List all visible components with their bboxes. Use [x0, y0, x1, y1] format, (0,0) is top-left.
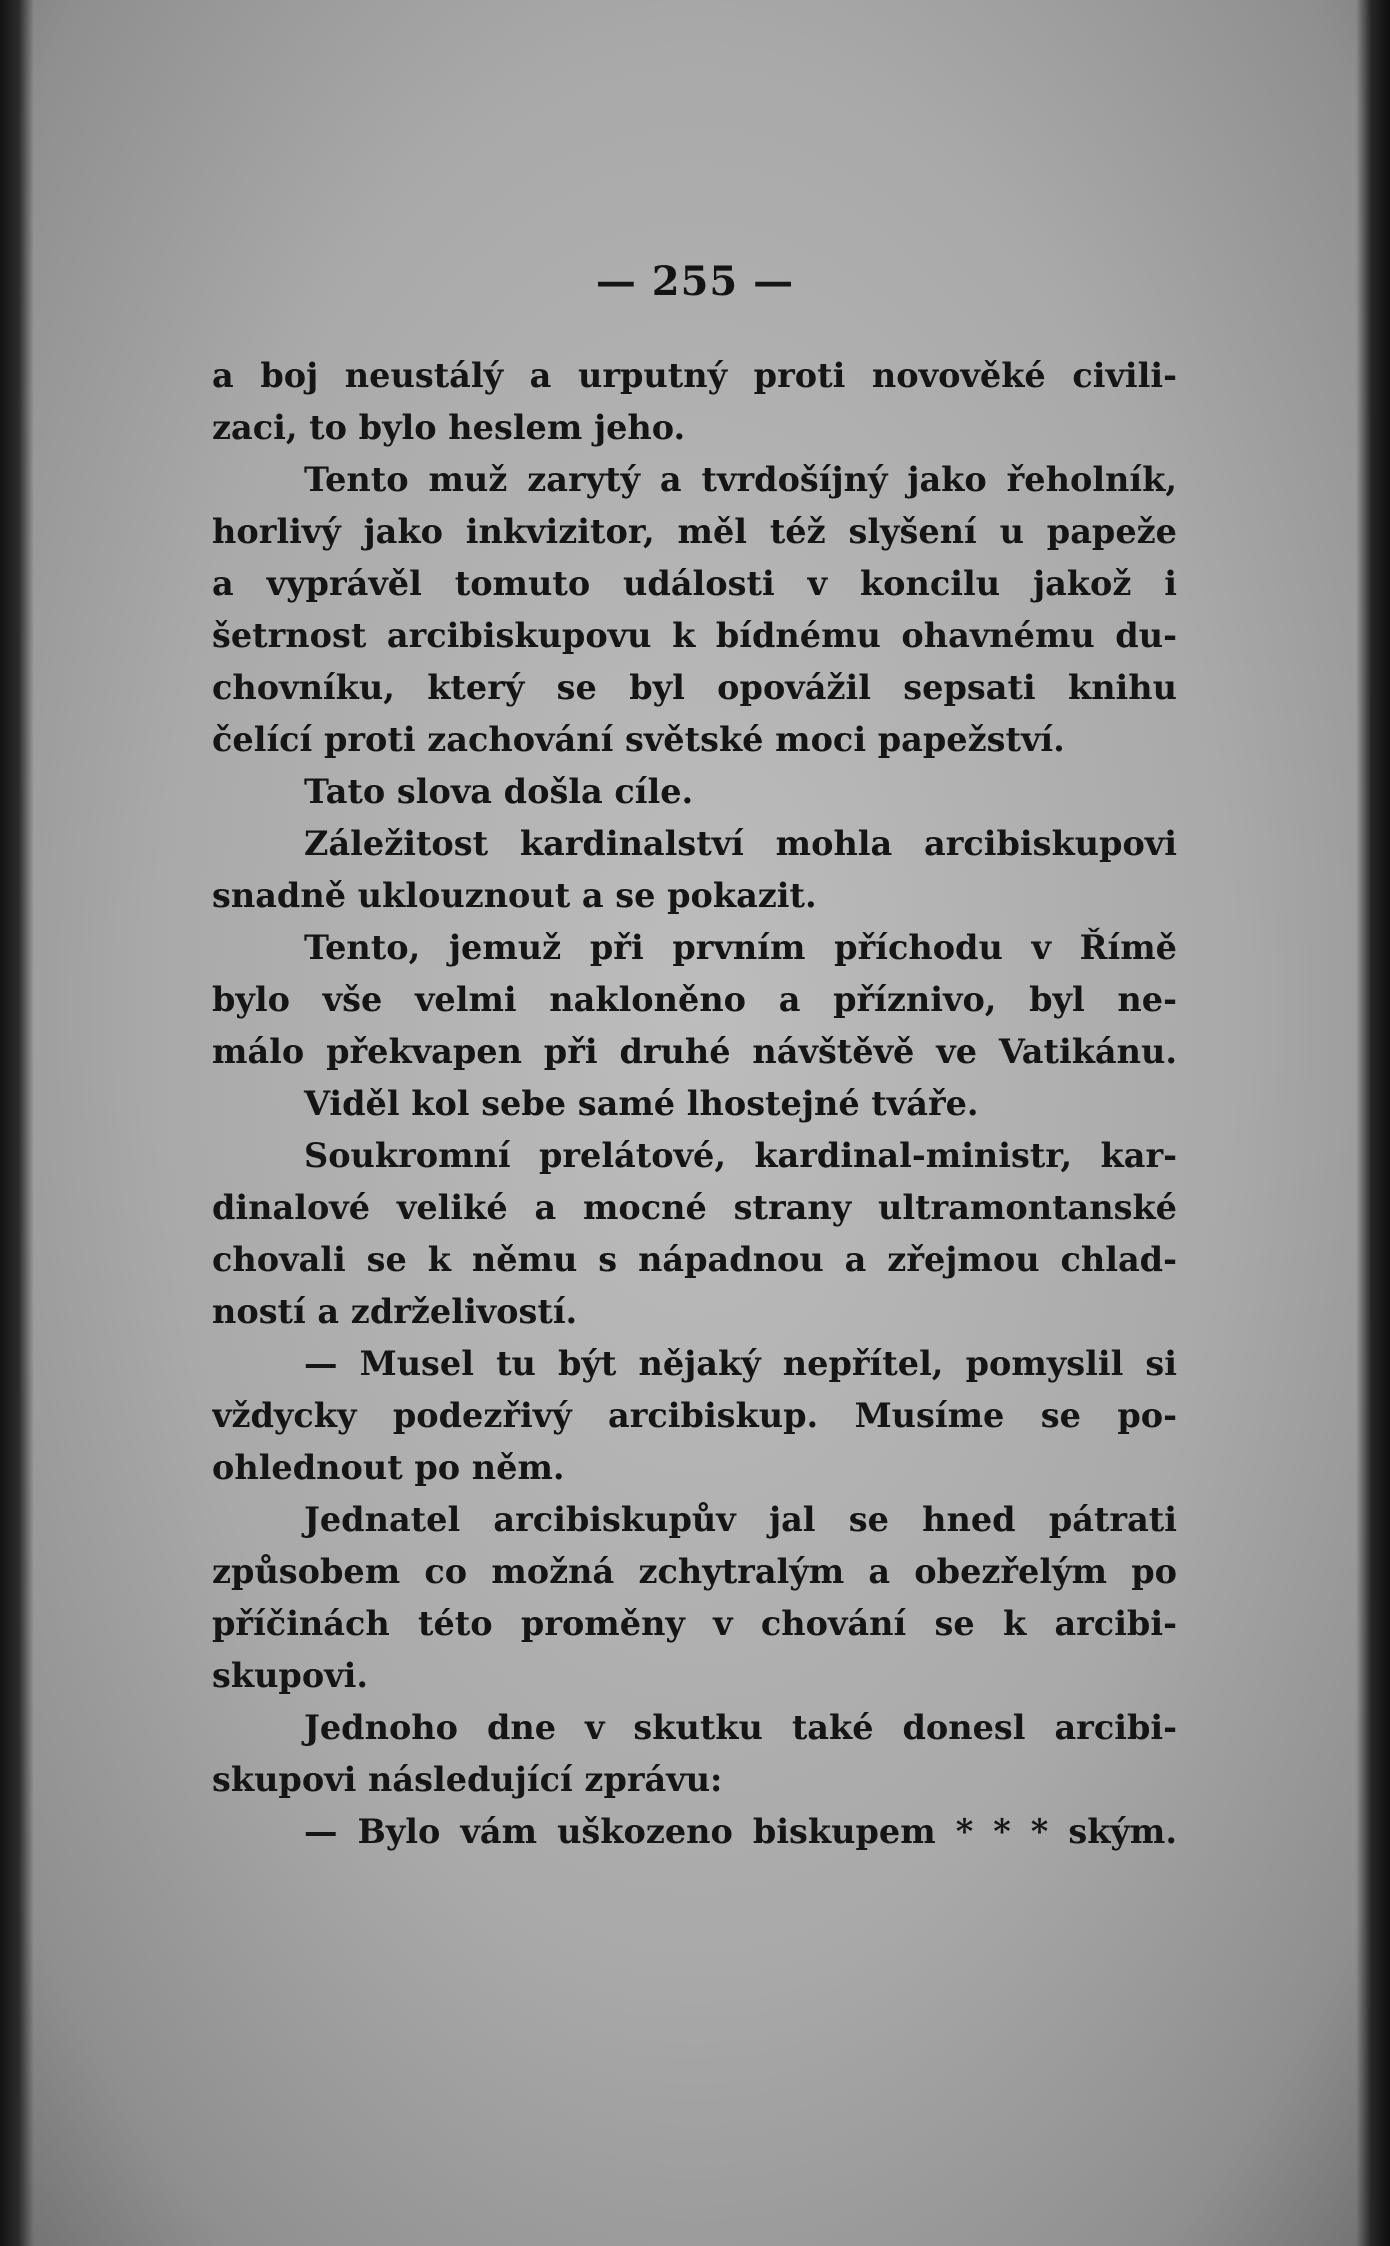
text-line: ností a zdrželivostí.	[212, 1292, 578, 1331]
text-line: — Bylo vám uškozeno biskupem * * * ským.	[304, 1812, 1177, 1851]
text-line: chovníku, který se byl opovážil sepsati knihu	[212, 668, 1177, 707]
text-line: zaci, to bylo heslem jeho.	[212, 408, 686, 447]
page-number: — 255 —	[595, 258, 795, 305]
text-line: chovali se k němu s nápadnou a zřejmou chlad-	[212, 1240, 1177, 1279]
text-line: Viděl kol sebe samé lhostejné tváře.	[304, 1084, 979, 1123]
text-line: skupovi následující zprávu:	[212, 1760, 723, 1799]
text-line: šetrnost arcibiskupovu k bídnému ohavnému du-	[212, 616, 1177, 655]
text-line: Tato slova došla cíle.	[304, 772, 694, 811]
text-line: Záležitost kardinalství mohla arcibiskupovi	[304, 824, 1177, 863]
text-line: Jednatel arcibiskupův jal se hned pátrati	[304, 1500, 1177, 1539]
text-line: bylo vše velmi nakloněno a příznivo, byl ne-	[212, 980, 1177, 1019]
text-line: snadně uklouznout a se pokazit.	[212, 876, 817, 915]
text-line: příčinách této proměny v chování se k arcibi-	[212, 1604, 1177, 1643]
text-line: způsobem co možná zchytralým a obezřelým po	[212, 1552, 1177, 1591]
text-line: Tento, jemuž při prvním příchodu v Římě	[304, 928, 1177, 967]
text-line: málo překvapen při druhé návštěvě ve Vatikánu.	[212, 1032, 1177, 1071]
text-line: Tento muž zarytý a tvrdošíjný jako řeholník,	[304, 460, 1177, 499]
text-line: dinalové veliké a mocné strany ultramontanské	[212, 1188, 1177, 1227]
page-edge-shadow-left	[0, 0, 34, 2246]
text-line: Jednoho dne v skutku také donesl arcibi-	[304, 1708, 1177, 1747]
text-line: ohlednout po něm.	[212, 1448, 565, 1487]
text-line: a vyprávěl tomuto události v koncilu jakož i	[212, 564, 1177, 603]
text-line: horlivý jako inkvizitor, měl též slyšení u papeže	[212, 512, 1177, 551]
text-line: a boj neustálý a urputný proti novověké civili-	[212, 356, 1177, 395]
text-line: skupovi.	[212, 1656, 369, 1695]
text-line: Soukromní prelátové, kardinal-ministr, kar-	[304, 1136, 1177, 1175]
body-text	[212, 350, 1177, 1858]
page-edge-shadow-right	[1356, 0, 1390, 2246]
text-line: čelící proti zachování světské moci papežství.	[212, 720, 1065, 759]
text-line: — Musel tu být nějaký nepřítel, pomyslil si	[304, 1344, 1177, 1383]
text-line: vždycky podezřivý arcibiskup. Musíme se po-	[212, 1396, 1177, 1435]
